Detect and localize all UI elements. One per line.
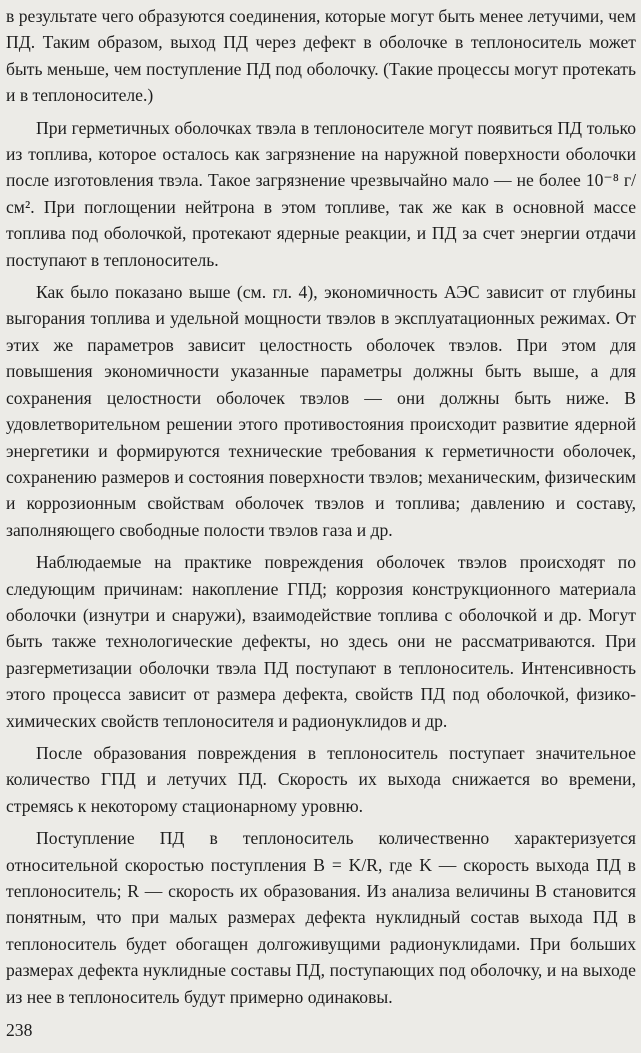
paragraph-cladding-damage: Наблюдаемые на практике повреждения оболочек твэлов происходят по следующим причинам: накопление ГПД; коррозия конструкционного материала оболочки (изнутри и снаружи), взаимодействие топлива с оболочкой и др. Могут быть также технологические дефекты, но здесь они не рассматриваются. При разгерметизации оболочки твэла ПД поступают в теплоноситель. Интенсивность этого процесса зависит от размера дефекта, свойств ПД под оболочкой, физико-химических свойств теплоносителя и радионуклидов и др. (6, 552, 636, 731)
page-number: 238 (6, 1020, 33, 1040)
paragraph-continuation: в результате чего образуются соединения, которые могут быть менее летучими, чем ПД. Таким образом, выход ПД через дефект в оболочке в теплоноситель может быть меньше, чем поступление ПД под оболочку. (Такие процессы могут протекать и в теплоносителе.) (6, 6, 636, 106)
paragraph-npp-economy: Как было показано выше (см. гл. 4), экономичность АЭС зависит от глубины выгорания топлива и удельной мощности твэлов в эксплуатационных режимах. От этих же параметров зависит целостность оболочек твэлов. При этом для повышения экономичности указанные параметры должны быть выше, а для сохранения целостности оболочек твэлов — они должны быть ниже. В удовлетворительном решении этого противостояния происходит развитие ядерной энергетики и формируются технические требования к герметичности оболочек, сохранению размеров и состояния поверхности твэлов; механическим, физическим и коррозионным свойствам оболочек твэлов и топлива; давлению и составу, заполняющего свободные полости твэлов газа и др. (6, 282, 636, 540)
paragraph-hermetic-cladding: При герметичных оболочках твэла в теплоносителе могут появиться ПД только из топлива, которое осталось как загрязнение на наружной поверхности оболочки после изготовления твэла. Такое загрязнение чрезвычайно мало — не более 10⁻⁸ г/см². При поглощении нейтрона в этом топливе, так же как в основной массе топлива под оболочкой, протекают ядерные реакции, и ПД за счет энергии отдачи поступают в теплоноситель. (6, 117, 636, 270)
paragraph-after-damage: После образования повреждения в теплоноситель поступает значительное количество ГПД и летучих ПД. Скорость их выхода снижается во времени, стремясь к некоторому стационарному уровню. (6, 742, 636, 816)
paragraph-release-rate: Поступление ПД в теплоноситель количественно характеризуется относительной скоростью поступления B = K/R, где K — скорость выхода ПД в теплоноситель; R — скорость их образования. Из анализа величины B становится понятным, что при малых размерах дефекта нуклидный состав выхода ПД в теплоноситель будет обогащен долгоживущими радионуклидами. При больших размерах дефекта нуклидные составы ПД, поступающих под оболочку, и на выходе из нее в теплоноситель будут примерно одинаковы. (6, 828, 636, 1007)
